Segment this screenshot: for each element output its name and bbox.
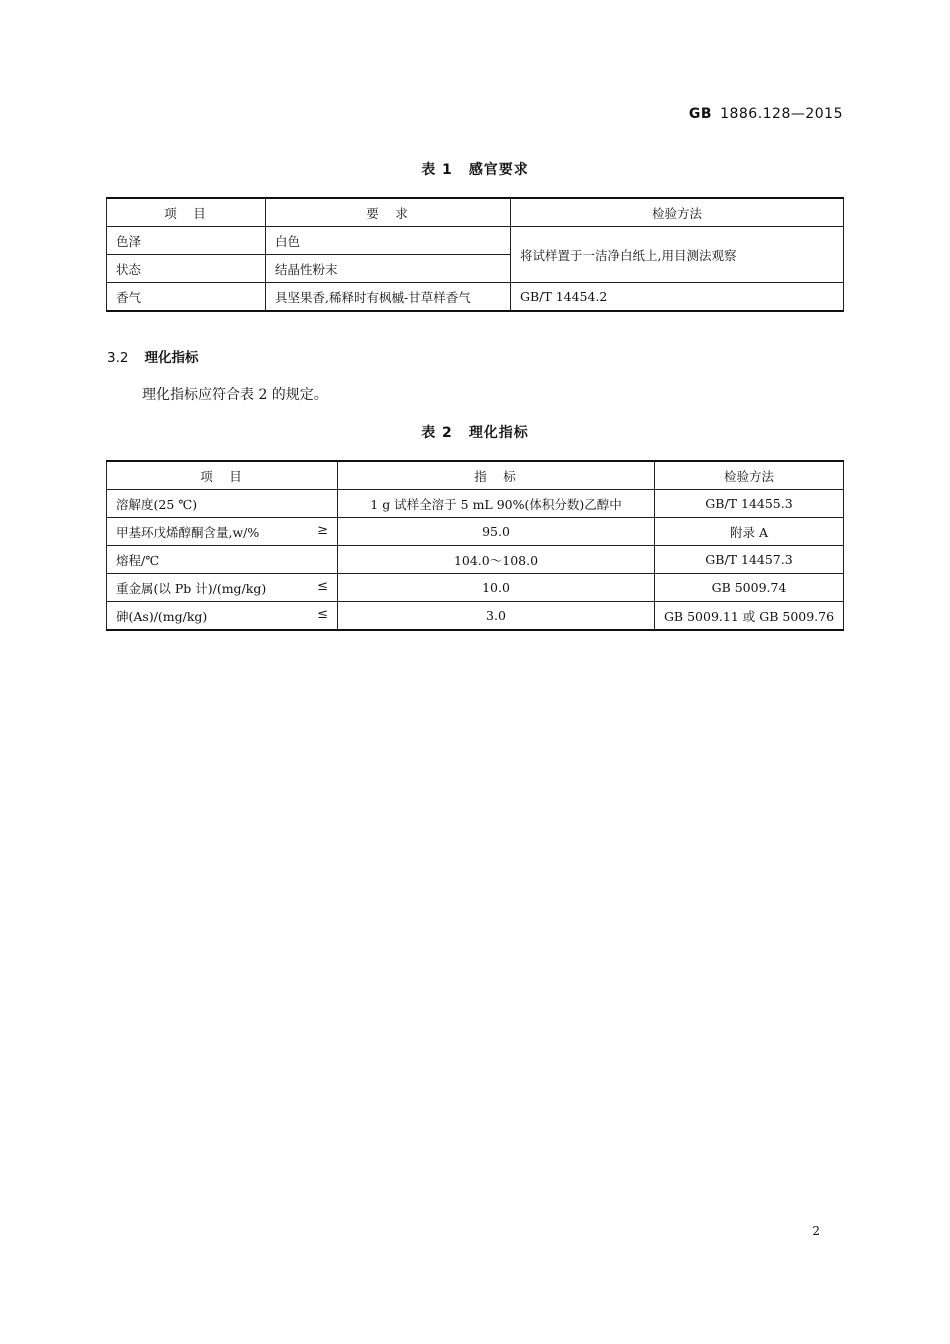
- section-heading: [107, 346, 198, 366]
- table2-value: 104.0～108.0: [338, 546, 655, 574]
- table1-header-method: 检验方法: [511, 198, 844, 227]
- table2-item: 砷(As)/(mg/kg): [116, 608, 208, 624]
- table2-item: 熔程/℃: [116, 552, 160, 568]
- table-row: [107, 227, 844, 255]
- table2-item-cell: [107, 518, 338, 546]
- table2-item: 重金属(以 Pb 计)/(mg/kg): [116, 580, 267, 596]
- table2-header-row: [107, 461, 844, 490]
- table-row: [107, 602, 844, 631]
- table1-merged-method: 将试样置于一洁净白纸上,用目测法观察: [511, 227, 844, 283]
- table-row: [107, 574, 844, 602]
- table1-header-row: [107, 198, 844, 227]
- table2-caption: [0, 422, 950, 442]
- table1-caption: [0, 159, 950, 179]
- table1-requirement: 具坚果香,稀释时有枫槭-甘草样香气: [266, 283, 511, 312]
- section-paragraph: 理化指标应符合表 2 的规定。: [142, 387, 328, 403]
- table2-method: GB/T 14457.3: [655, 546, 844, 574]
- table1-requirement: 白色: [266, 227, 511, 255]
- table-row: [107, 518, 844, 546]
- table-row: [107, 546, 844, 574]
- table2-label: 表 2: [421, 425, 453, 441]
- table-row: [107, 490, 844, 518]
- standard-code: 1886.128—2015: [720, 106, 843, 122]
- table2-comparator: ≤: [317, 606, 328, 622]
- table1-item: 香气: [107, 283, 266, 312]
- sensory-requirements-table: [106, 197, 844, 312]
- table2-header-index: 指 标: [338, 461, 655, 490]
- table2-item: 甲基环戊烯醇酮含量,w/%: [116, 524, 260, 540]
- table2-method: GB 5009.11 或 GB 5009.76: [655, 602, 844, 631]
- table2-header-method: 检验方法: [655, 461, 844, 490]
- table2-value: 95.0: [338, 518, 655, 546]
- table2-item: 溶解度(25 ℃): [116, 496, 198, 512]
- table1-title: 感官要求: [468, 162, 529, 178]
- table2-header-item: 项 目: [107, 461, 338, 490]
- table2-method: GB 5009.74: [655, 574, 844, 602]
- table2-method: GB/T 14455.3: [655, 490, 844, 518]
- physicochemical-table: [106, 460, 844, 631]
- page-number: 2: [812, 1224, 820, 1238]
- table2-comparator: ≤: [317, 578, 328, 594]
- section-number: 3.2: [107, 350, 129, 366]
- table1-label: 表 1: [421, 162, 453, 178]
- table1-header-item: 项 目: [107, 198, 266, 227]
- table2-value: 3.0: [338, 602, 655, 631]
- standard-prefix: GB: [688, 106, 713, 122]
- table2-method: 附录 A: [655, 518, 844, 546]
- table1-requirement: 结晶性粉末: [266, 255, 511, 283]
- table-row: [107, 283, 844, 312]
- table2-item-cell: [107, 574, 338, 602]
- table2-item-cell: [107, 602, 338, 631]
- section-title: 理化指标: [144, 350, 199, 366]
- table2-value: 10.0: [338, 574, 655, 602]
- table1-item: 状态: [107, 255, 266, 283]
- standard-number: [689, 106, 843, 122]
- table1-method: GB/T 14454.2: [511, 283, 844, 312]
- table2-item-cell: [107, 546, 338, 574]
- table2-title: 理化指标: [468, 425, 529, 441]
- table2-value: 1 g 试样全溶于 5 mL 90%(体积分数)乙醇中: [338, 490, 655, 518]
- table2-comparator: ≥: [317, 522, 328, 538]
- table1-item: 色泽: [107, 227, 266, 255]
- table2-item-cell: [107, 490, 338, 518]
- table1-header-requirement: 要 求: [266, 198, 511, 227]
